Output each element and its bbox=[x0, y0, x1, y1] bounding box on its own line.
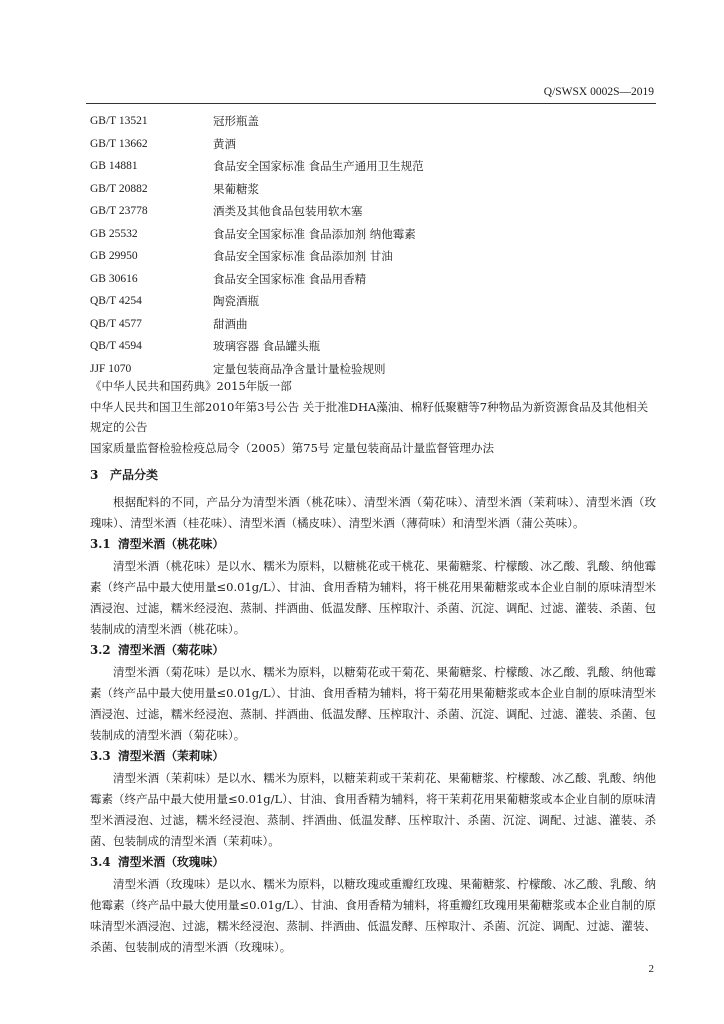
reference-code: GB 25532 bbox=[90, 227, 138, 240]
header-rule bbox=[86, 103, 656, 104]
reference-row bbox=[90, 268, 660, 291]
reference-code: JJF 1070 bbox=[90, 362, 132, 375]
reference-title: 食品安全国家标准 食品生产通用卫生规范 bbox=[213, 159, 424, 174]
reference-title: 果葡糖浆 bbox=[213, 181, 259, 196]
reference-row bbox=[90, 110, 660, 133]
reference-note: 《中华人民共和国药典》2015年版一部 bbox=[90, 379, 292, 393]
reference-code: QB/T 4594 bbox=[90, 340, 142, 353]
reference-title: 食品安全国家标准 食品用香精 bbox=[213, 271, 367, 286]
reference-title: 定量包装商品净含量计量检验规则 bbox=[213, 361, 386, 376]
reference-code: GB/T 20882 bbox=[90, 182, 148, 195]
subsection-number: 3.4 bbox=[90, 855, 111, 870]
reference-title: 陶瓷酒瓶 bbox=[213, 294, 259, 309]
intro-paragraph: 根据配料的不同，产品分为清型米酒（桃花味）、清型米酒（菊花味）、清型米酒（茉莉味）、清型米酒（玫瑰味）、清型米酒（桂花味）、清型米酒（橘皮味）、清型米酒（薄荷味）和清型米酒（蒲公英味）。 bbox=[90, 495, 656, 531]
reference-row bbox=[90, 133, 660, 156]
reference-code: GB/T 13521 bbox=[90, 115, 148, 128]
subsection-title: 清型米酒（玫瑰味） bbox=[118, 855, 225, 870]
reference-note: 中华人民共和国卫生部2010年第3号公告 关于批准DHA藻油、棉籽低聚糖等7种物品为新资源食品及其他相关规定的公告 bbox=[90, 400, 649, 434]
reference-row bbox=[90, 178, 660, 201]
subsection-heading bbox=[90, 746, 656, 767]
subsection-paragraph: 清型米酒（茉莉味）是以水、糯米为原料，以糖茉莉或干茉莉花、果葡糖浆、柠檬酸、冰乙酸、乳酸、纳他霉素（终产品中最大使用量≤0.01g/L）、甘油、食用香精为辅料，将干茉莉花用果葡糖浆或本企业自制的原味清型米酒浸泡、过滤，糯米经浸泡、蒸制、拌酒曲、低温发酵、压榨取汁、杀菌、沉淀、调配、过滤、灌装、杀菌、包装制成的清型米酒（茉莉味）。 bbox=[90, 770, 656, 849]
subsection-title: 清型米酒（菊花味） bbox=[118, 643, 225, 658]
reference-row bbox=[90, 200, 660, 223]
reference-list bbox=[90, 110, 660, 380]
reference-code: GB 14881 bbox=[90, 160, 138, 173]
subsection-number: 3.1 bbox=[90, 537, 111, 552]
reference-code: GB 29950 bbox=[90, 250, 138, 263]
reference-title: 黄酒 bbox=[213, 136, 236, 151]
reference-code: GB 30616 bbox=[90, 272, 138, 285]
subsection-title: 清型米酒（桃花味） bbox=[118, 537, 225, 552]
subsection-number: 3.3 bbox=[90, 749, 111, 764]
subsection-heading bbox=[90, 534, 656, 555]
reference-code: QB/T 4254 bbox=[90, 295, 142, 308]
reference-row bbox=[90, 223, 660, 246]
subsection-paragraph: 清型米酒（玫瑰味）是以水、糯米为原料，以糖玫瑰或重瓣红玫瑰、果葡糖浆、柠檬酸、冰乙酸、乳酸、纳他霉素（终产品中最大使用量≤0.01g/L）、甘油、食用香精为辅料，将重瓣红玫瑰用果葡糖浆或本企业自制的原味清型米酒浸泡、过滤，糯米经浸泡、蒸制、拌酒曲、低温发酵、压榨取汁、杀菌、沉淀、调配、过滤、灌装、杀菌、包装制成的清型米酒（玫瑰味）。 bbox=[90, 876, 656, 955]
reference-code: GB/T 23778 bbox=[90, 205, 148, 218]
reference-title: 玻璃容器 食品罐头瓶 bbox=[213, 339, 321, 354]
subsection-title: 清型米酒（茉莉味） bbox=[118, 749, 225, 764]
reference-row bbox=[90, 245, 660, 268]
reference-title: 甜酒曲 bbox=[213, 316, 248, 331]
reference-code: GB/T 13662 bbox=[90, 137, 148, 150]
reference-title: 酒类及其他食品包装用软木塞 bbox=[213, 204, 363, 219]
subsection-heading bbox=[90, 640, 656, 661]
subsection-paragraph: 清型米酒（菊花味）是以水、糯米为原料，以糖菊花或干菊花、果葡糖浆、柠檬酸、冰乙酸、乳酸、纳他霉素（终产品中最大使用量≤0.01g/L）、甘油、食用香精为辅料，将干菊花用果葡糖浆或本企业自制的原味清型米酒浸泡、过滤，糯米经浸泡、蒸制、拌酒曲、低温发酵、压榨取汁、杀菌、沉淀、调配、过滤、灌装、杀菌、包装制成的清型米酒（菊花味）。 bbox=[90, 664, 656, 743]
reference-code: QB/T 4577 bbox=[90, 317, 142, 330]
subsection-paragraph: 清型米酒（桃花味）是以水、糯米为原料，以糖桃花或干桃花、果葡糖浆、柠檬酸、冰乙酸、乳酸、纳他霉素（终产品中最大使用量≤0.01g/L）、甘油、食用香精为辅料，将干桃花用果葡糖浆或本企业自制的原味清型米酒浸泡、过滤，糯米经浸泡、蒸制、拌酒曲、低温发酵、压榨取汁、杀菌、沉淀、调配、过滤、灌装、杀菌、包装制成的清型米酒（桃花味）。 bbox=[90, 558, 656, 637]
section-title: 产品分类 bbox=[110, 468, 159, 482]
reference-note: 国家质量监督检验检疫总局令（2005）第75号 定量包装商品计量监督管理办法 bbox=[90, 441, 495, 455]
reference-row bbox=[90, 290, 660, 313]
reference-title: 冠形瓶盖 bbox=[213, 114, 259, 129]
subsection-number: 3.2 bbox=[90, 643, 111, 658]
reference-row bbox=[90, 313, 660, 336]
reference-row bbox=[90, 335, 660, 358]
reference-row bbox=[90, 155, 660, 178]
section-number: 3 bbox=[90, 468, 99, 482]
section-body bbox=[90, 492, 656, 958]
page-number: 2 bbox=[648, 963, 654, 975]
document-code: Q/SWSX 0002S—2019 bbox=[543, 86, 654, 98]
additional-references bbox=[90, 376, 656, 459]
subsection-heading bbox=[90, 852, 656, 873]
reference-title: 食品安全国家标准 食品添加剂 甘油 bbox=[213, 249, 393, 264]
section-heading bbox=[90, 466, 158, 483]
reference-title: 食品安全国家标准 食品添加剂 纳他霉素 bbox=[213, 226, 416, 241]
